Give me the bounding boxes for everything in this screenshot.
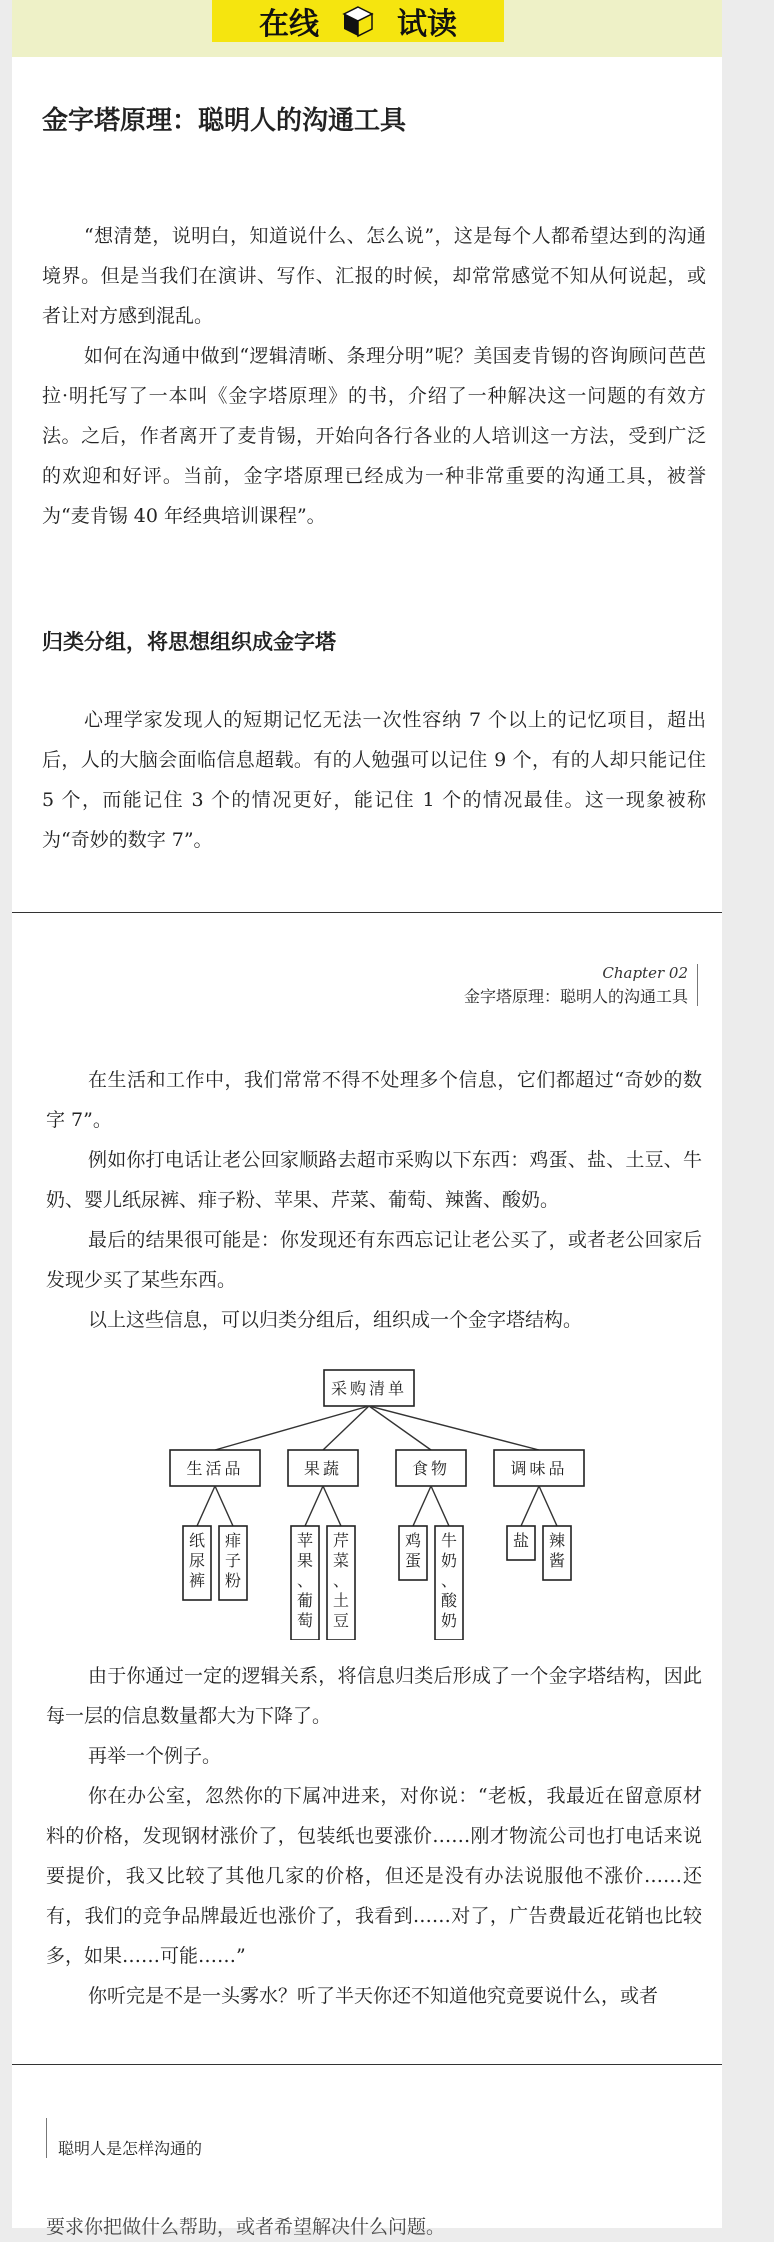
tree-leaf-label [405,1531,421,1570]
svg-text:牛: 牛 [440,1531,458,1550]
cut-off-line: 要求你把做什么帮助，或者希望解决什么问题。 [46,2216,446,2238]
body-paragraph-6: 再举一个例子。 [88,1745,222,1767]
tree-edge [305,1486,323,1526]
tree-leaf-label [333,1531,349,1630]
svg-text:土: 土 [332,1591,350,1610]
svg-text:奶: 奶 [440,1551,458,1570]
body-paragraph-8: 你听完是不是一头雾水？听了半天你还不知道他究竟要说什么，或者 [88,1985,659,2007]
body-paragraph-3: 最后的结果很可能是：你发现还有东西忘记让老公买了，或者老公回家后发现少买了某些东西。 [46,1229,702,1291]
svg-text:纸: 纸 [188,1531,206,1550]
section-paragraph: 心理学家发现人的短期记忆无法一次性容纳 7 个以上的记忆项目，超出后，人的大脑会面临信息超载。有的人勉强可以记住 9 个，有的人却只能记住 5 个，而能记住 3 个的情况更好，能记住 1 个的情况最佳。这一现象被称为“奇妙的数字 7”。 [42,709,706,851]
tree-leaf-label [441,1531,458,1630]
svg-text:菜: 菜 [332,1551,350,1570]
tree-leaf-label [225,1531,241,1590]
tree-group-label: 食物 [411,1459,451,1478]
svg-text:痱: 痱 [224,1531,242,1550]
svg-text:辣: 辣 [548,1531,566,1550]
svg-text:子: 子 [224,1551,242,1570]
tree-group-label: 生活品 [186,1459,244,1478]
viewport-gutter [722,0,774,2228]
body-paragraph-7: 你在办公室，忽然你的下属冲进来，对你说：“老板，我最近在留意原材料的价格，发现钢材涨价了，包装纸也要涨价……刚才物流公司也打电话来说要提价，我又比较了其他几家的价格，但还是没有办法说服他不涨价……还有，我们的竞争品牌最近也涨价了，我看到……对了，广告费最近花销也比较多，如果……可能……” [46,1785,702,1967]
article-title: 金字塔原理：聪明人的沟通工具 [42,106,407,136]
svg-text:萄: 萄 [296,1611,314,1630]
running-header [464,964,688,1007]
svg-text:芹: 芹 [332,1531,350,1550]
trial-read-banner[interactable] [12,0,722,57]
tree-edge [539,1486,557,1526]
page-divider [12,912,722,913]
tree-group-label: 果蔬 [303,1459,343,1478]
chapter-title: 金字塔原理：聪明人的沟通工具 [463,987,688,1006]
tree-edge [369,1406,539,1450]
tree-leaf-label [297,1531,313,1630]
intro-paragraph-2: 如何在沟通中做到“逻辑清晰、条理分明”呢？美国麦肯锡的咨询顾问芭芭拉·明托写了一本叫《金字塔原理》的书，介绍了一种解决这一问题的有效方法。之后，作者离开了麦肯锡，开始向各行各业的人培训这一方法，受到广泛的欢迎和好评。当前，金字塔原理已经成为一种非常重要的沟通工具，被誉为“麦肯锡 40 年经典培训课程”。 [42,345,706,527]
svg-text:豆: 豆 [332,1611,350,1630]
svg-text:果: 果 [296,1551,314,1570]
tree-group-label: 调味品 [510,1459,568,1478]
banner-left-text: 在线 [259,7,319,42]
tree-leaf-label [549,1531,565,1570]
svg-text:奶: 奶 [440,1611,458,1630]
banner-right-text: 试读 [397,7,457,42]
header-rule [697,964,698,1006]
svg-text:、: 、 [440,1571,458,1590]
tree-edge [323,1486,341,1526]
tree-edge [197,1486,215,1526]
tree-edge [431,1486,449,1526]
tree-edge [369,1406,431,1450]
svg-text:裤: 裤 [188,1571,206,1590]
chapter-label: Chapter 02 [602,964,688,982]
open-book-cube-icon [341,4,375,38]
tree-leaf-label [513,1531,529,1550]
svg-text:鸡: 鸡 [404,1531,422,1550]
tree-root-label: 采购清单 [330,1379,408,1398]
document-page [12,0,722,2238]
svg-text:葡: 葡 [296,1591,314,1610]
body-paragraph-2: 例如你打电话让老公回家顺路去超市采购以下东西：鸡蛋、盐、土豆、牛奶、婴儿纸尿裤、痱子粉、苹果、芹菜、葡萄、辣酱、酸奶。 [46,1149,702,1211]
tree-edge [215,1486,233,1526]
running-header-rule [46,2118,47,2158]
body-paragraph-1: 在生活和工作中，我们常常不得不处理多个信息，它们都超过“奇妙的数字 7”。 [46,1069,702,1131]
svg-text:尿: 尿 [188,1551,206,1570]
section-heading: 归类分组，将思想组织成金字塔 [42,630,336,654]
svg-text:粉: 粉 [224,1571,242,1590]
intro-paragraph-1: “想清楚，说明白，知道说什么、怎么说”，这是每个人都希望达到的沟通境界。但是当我们在演讲、写作、汇报的时候，却常常感觉不知从何说起，或者让对方感到混乱。 [42,225,706,327]
tree-edge [413,1486,431,1526]
page-divider-2 [12,2064,722,2065]
svg-text:蛋: 蛋 [404,1551,422,1570]
tree-edge [521,1486,539,1526]
trial-read-label[interactable] [212,0,504,42]
svg-text:、: 、 [332,1571,350,1590]
body-paragraph-4: 以上这些信息，可以归类分组后，组织成一个金字塔结构。 [88,1309,583,1331]
shopping-list-tree [162,1368,602,1640]
body-paragraph-5: 由于你通过一定的逻辑关系，将信息归类后形成了一个金字塔结构，因此每一层的信息数量都大为下降了。 [46,1665,702,1727]
svg-text:酸: 酸 [440,1591,458,1610]
svg-text:酱: 酱 [548,1551,566,1570]
running-title: 聪明人是怎样沟通的 [58,2139,203,2158]
svg-text:、: 、 [296,1571,314,1590]
svg-text:苹: 苹 [296,1531,314,1550]
svg-text:盐: 盐 [512,1531,530,1550]
tree-leaf-label [189,1531,205,1590]
